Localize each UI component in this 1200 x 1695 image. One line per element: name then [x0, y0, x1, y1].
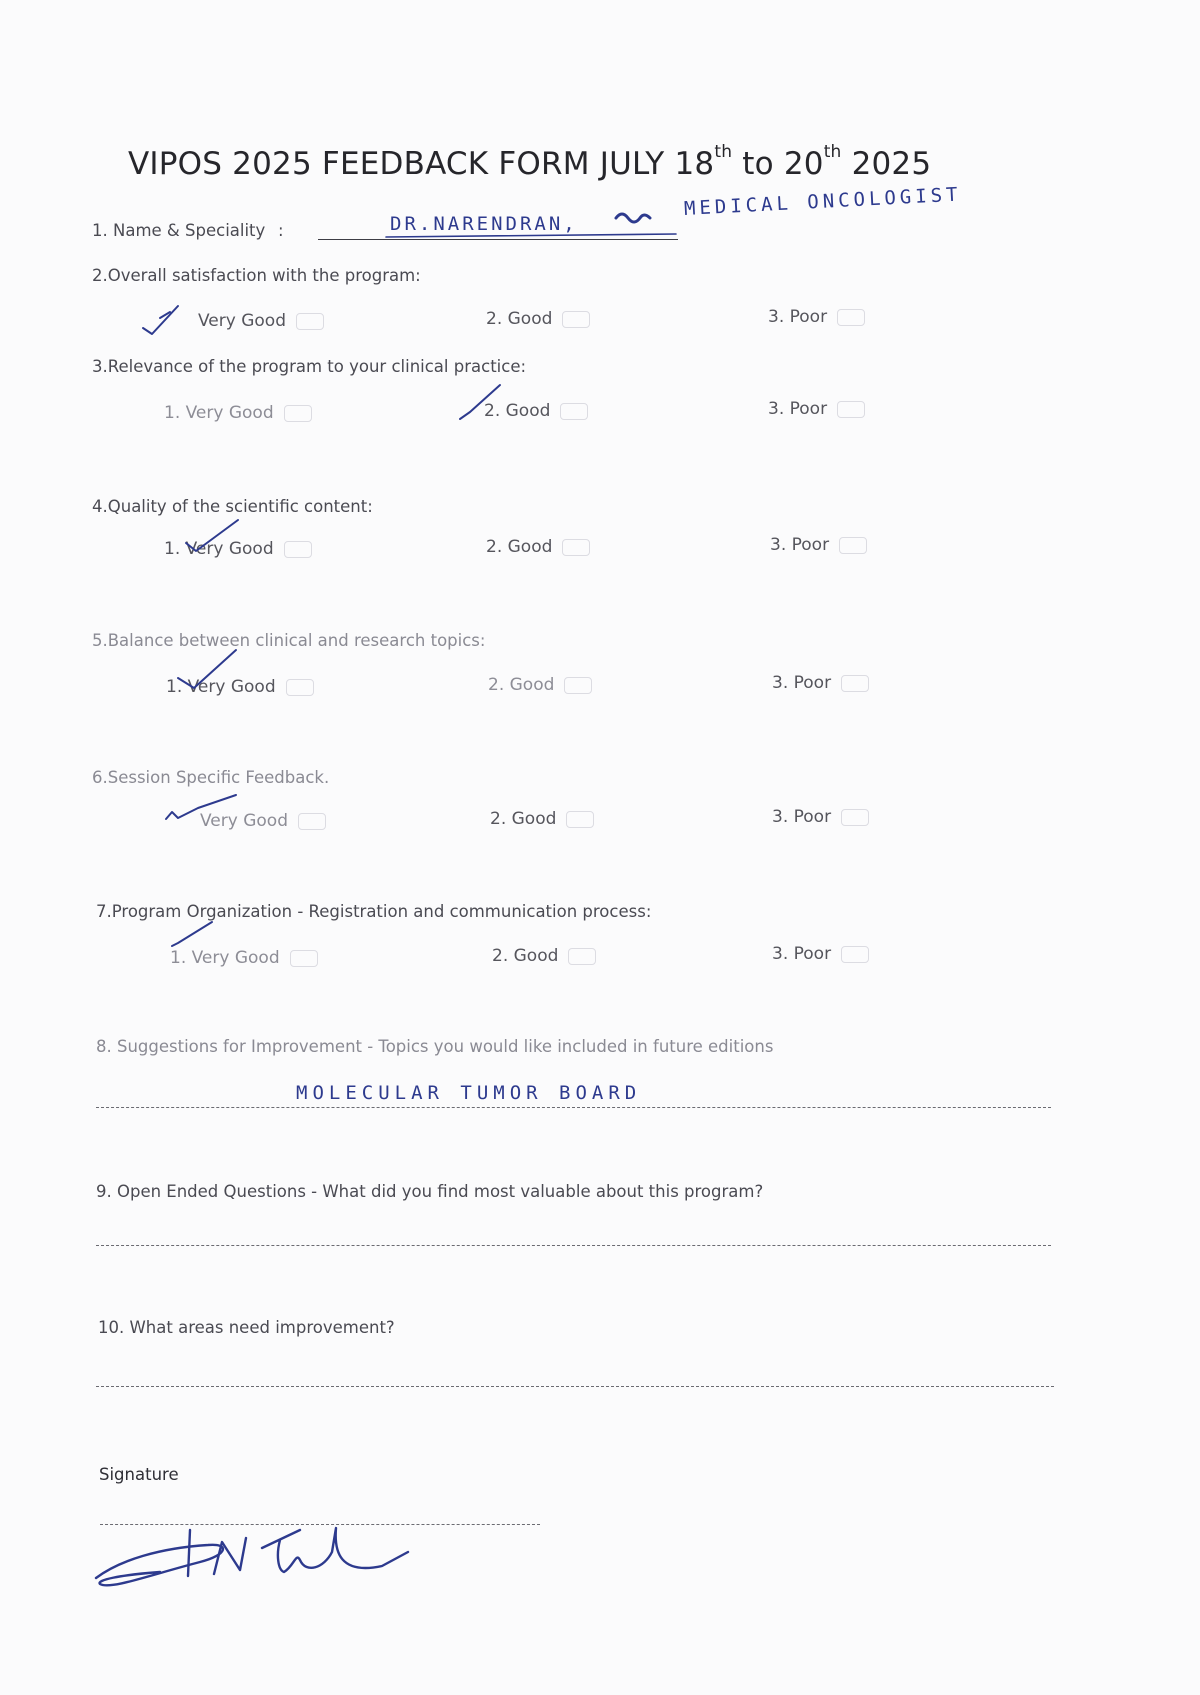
question-9-text: 9. Open Ended Questions - What did you find most valuable about this program?	[96, 1182, 764, 1201]
q4-checkmark	[186, 520, 238, 551]
q4-option-good[interactable]: 2. Good	[486, 537, 590, 557]
q5-option-poor[interactable]: 3. Poor	[772, 673, 869, 693]
handwritten-speciality[interactable]: MEDICAL ONCOLOGIST	[683, 183, 963, 220]
q2-option-good[interactable]: 2. Good	[486, 309, 590, 329]
q3-option-poor[interactable]: 3. Poor	[768, 399, 865, 419]
q3-option-very-good[interactable]: 1. Very Good	[164, 403, 312, 423]
q2-option-very-good[interactable]: Very Good	[198, 311, 324, 331]
suggestion-answer[interactable]: MOLECULAR TUMOR BOARD	[296, 1082, 642, 1104]
q7-option-good[interactable]: 2. Good	[492, 946, 596, 966]
q6-option-very-good[interactable]: Very Good	[200, 811, 326, 831]
handwritten-name: DR.NARENDRAN,	[390, 213, 578, 235]
question-3-text: 3.Relevance of the program to your clinical practice:	[92, 357, 527, 376]
q5-checkmark	[178, 650, 236, 688]
q7-option-poor[interactable]: 3. Poor	[772, 944, 869, 964]
question-2-text: 2.Overall satisfaction with the program:	[92, 266, 421, 285]
question-4-text: 4.Quality of the scientific content:	[92, 497, 373, 516]
q5-option-very-good[interactable]: 1. Very Good	[166, 677, 314, 697]
form-title: VIPOS 2025 FEEDBACK FORM JULY 18th to 20th 2025	[128, 142, 932, 182]
q7-option-very-good[interactable]: 1. Very Good	[170, 948, 318, 968]
q2-option-poor[interactable]: 3. Poor	[768, 307, 865, 327]
q2-checkmark	[143, 306, 178, 334]
q4-option-very-good[interactable]: 1. Very Good	[164, 539, 312, 559]
signature-ink	[96, 1545, 223, 1586]
question-7-text: 7.Program Organization - Registration and communication process:	[96, 902, 652, 921]
question-5-text: 5.Balance between clinical and research topics:	[92, 631, 486, 650]
scribble-mark	[616, 214, 650, 222]
question-6-text: 6.Session Specific Feedback.	[92, 768, 330, 787]
q5-option-good[interactable]: 2. Good	[488, 675, 592, 695]
q6-option-good[interactable]: 2. Good	[490, 809, 594, 829]
q3-option-good[interactable]: 2. Good	[484, 401, 588, 421]
q6-checkmark	[166, 795, 236, 819]
q7-checkmark	[172, 922, 212, 946]
q6-option-poor[interactable]: 3. Poor	[772, 807, 869, 827]
question-8-text: 8. Suggestions for Improvement - Topics you would like included in future editions	[96, 1037, 774, 1056]
name-colon: :	[278, 221, 284, 240]
question-10-text: 10. What areas need improvement?	[98, 1318, 395, 1337]
q3-checkmark	[460, 385, 500, 419]
q4-option-poor[interactable]: 3. Poor	[770, 535, 867, 555]
name-speciality-label: 1. Name & Speciality	[92, 221, 266, 240]
signature-label: Signature	[99, 1465, 179, 1484]
